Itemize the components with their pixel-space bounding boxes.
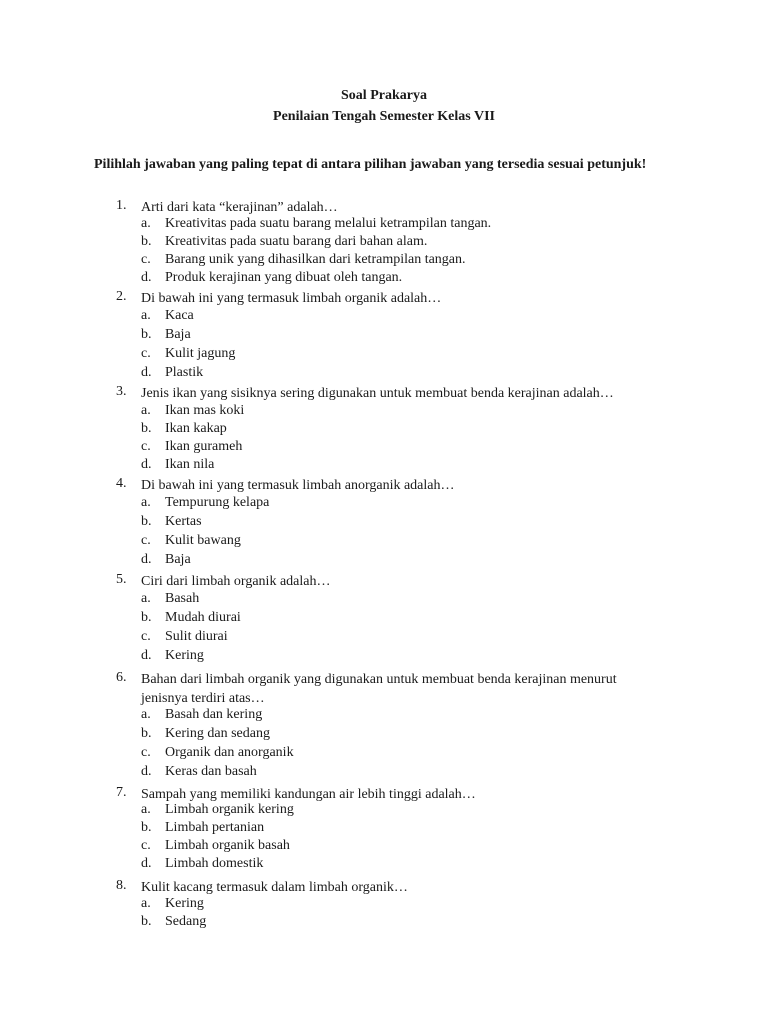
option-text: Kering dan sedang [165, 726, 270, 741]
page-title: Soal Prakarya [341, 88, 427, 103]
option-text: Kaca [165, 308, 194, 323]
option-text: Kulit bawang [165, 533, 241, 548]
option-text: Kreativitas pada suatu barang melalui ketrampilan tangan. [165, 216, 492, 231]
question-number: 2. [116, 289, 127, 304]
option-text: Baja [165, 552, 191, 567]
option-letter: b. [141, 726, 152, 741]
option-letter: a. [141, 216, 151, 231]
option-letter: c. [141, 346, 151, 361]
option-text: Kreativitas pada suatu barang dari bahan alam. [165, 234, 428, 249]
option-text: Kering [165, 648, 204, 663]
question-text: Ciri dari limbah organik adalah… [141, 574, 331, 589]
option-text: Sedang [165, 914, 207, 929]
option-letter: c. [141, 629, 151, 644]
option-letter: a. [141, 495, 151, 510]
option-text: Kertas [165, 514, 202, 529]
question-text: Di bawah ini yang termasuk limbah organik adalah… [141, 291, 442, 306]
option-letter: a. [141, 896, 151, 911]
option-letter: c. [141, 252, 151, 267]
option-text: Barang unik yang dihasilkan dari ketrampilan tangan. [165, 252, 466, 267]
question-number: 4. [116, 476, 127, 491]
option-text: Tempurung kelapa [165, 495, 270, 510]
option-text: Keras dan basah [165, 764, 257, 779]
option-letter: b. [141, 234, 152, 249]
option-letter: b. [141, 914, 152, 929]
option-letter: c. [141, 838, 151, 853]
option-letter: d. [141, 764, 152, 779]
option-text: Baja [165, 327, 191, 342]
question-text: Bahan dari limbah organik yang digunakan untuk membuat benda kerajinan menurut jenisnya terdiri atas… [141, 672, 617, 706]
option-text: Mudah diurai [165, 610, 241, 625]
option-text: Plastik [165, 365, 204, 380]
option-letter: a. [141, 802, 151, 817]
option-text: Basah dan kering [165, 707, 263, 722]
option-text: Ikan gurameh [165, 439, 243, 454]
option-text: Sulit diurai [165, 629, 228, 644]
question-number: 8. [116, 878, 127, 893]
option-letter: a. [141, 707, 151, 722]
question-number: 1. [116, 198, 127, 213]
question-number: 3. [116, 384, 127, 399]
option-text: Limbah organik basah [165, 838, 290, 853]
instructions: Pilihlah jawaban yang paling tepat di antara pilihan jawaban yang tersedia sesuai petunjuk! [94, 157, 647, 172]
page-subtitle: Penilaian Tengah Semester Kelas VII [273, 109, 495, 124]
question-number: 7. [116, 785, 127, 800]
option-letter: b. [141, 820, 152, 835]
option-text: Limbah organik kering [165, 802, 294, 817]
option-text: Ikan nila [165, 457, 215, 472]
question-number: 5. [116, 572, 127, 587]
question-text: Arti dari kata “kerajinan” adalah… [141, 200, 338, 215]
question-text: Sampah yang memiliki kandungan air lebih tinggi adalah… [141, 787, 476, 802]
option-letter: d. [141, 270, 152, 285]
option-text: Limbah pertanian [165, 820, 265, 835]
option-letter: b. [141, 514, 152, 529]
option-letter: a. [141, 591, 151, 606]
option-letter: b. [141, 327, 152, 342]
option-letter: d. [141, 365, 152, 380]
option-text: Limbah domestik [165, 856, 264, 871]
option-text: Basah [165, 591, 200, 606]
option-letter: c. [141, 533, 151, 548]
question-text: Jenis ikan yang sisiknya sering digunakan untuk membuat benda kerajinan adalah… [141, 386, 614, 401]
option-letter: d. [141, 457, 152, 472]
option-letter: d. [141, 552, 152, 567]
option-letter: b. [141, 610, 152, 625]
option-letter: a. [141, 403, 151, 418]
question-text: Kulit kacang termasuk dalam limbah organik… [141, 880, 408, 895]
option-letter: d. [141, 648, 152, 663]
option-letter: c. [141, 439, 151, 454]
option-text: Produk kerajinan yang dibuat oleh tangan. [165, 270, 403, 285]
question-number: 6. [116, 670, 127, 685]
option-letter: c. [141, 745, 151, 760]
option-text: Kering [165, 896, 204, 911]
option-text: Organik dan anorganik [165, 745, 294, 760]
option-text: Ikan mas koki [165, 403, 245, 418]
option-text: Kulit jagung [165, 346, 236, 361]
option-letter: b. [141, 421, 152, 436]
option-letter: d. [141, 856, 152, 871]
question-text: Di bawah ini yang termasuk limbah anorganik adalah… [141, 478, 455, 493]
option-letter: a. [141, 308, 151, 323]
option-text: Ikan kakap [165, 421, 227, 436]
